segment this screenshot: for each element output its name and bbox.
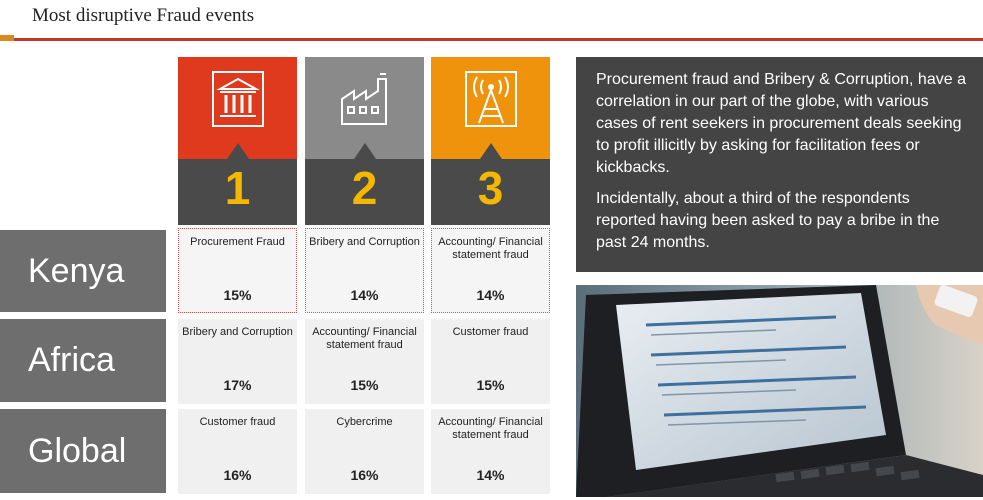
title-underline: [0, 38, 983, 41]
africa-rank1-cell: [178, 319, 297, 404]
cell-fraud-name: Accounting/ Financial statement fraud: [438, 416, 543, 441]
kenya-rank2-cell: [305, 228, 424, 313]
cell-percentage: 17%: [223, 377, 252, 393]
africa-rank2-cell: [305, 319, 424, 404]
cell-fraud-name: Procurement Fraud: [190, 236, 285, 248]
cell-percentage: 14%: [476, 467, 505, 483]
cell-percentage: 15%: [350, 377, 379, 393]
cell-percentage: 15%: [223, 287, 252, 303]
rank-tile-1: [178, 57, 297, 225]
cell-percentage: 16%: [350, 467, 379, 483]
rank-tile-2: [305, 57, 424, 225]
cell-percentage: 16%: [223, 467, 252, 483]
row-label-global: Global: [0, 409, 166, 493]
rank-number-2: 2: [351, 162, 378, 214]
institution-icon: [212, 71, 264, 127]
cell-fraud-name: Bribery and Corruption: [182, 326, 293, 338]
laptop-photo: [576, 285, 983, 497]
callout-box: [576, 57, 983, 272]
title-accent-mark: [0, 35, 14, 41]
cell-percentage: 14%: [350, 287, 379, 303]
callout-paragraph-1: Procurement fraud and Bribery & Corruption, have a correlation in our part of the globe, with various cases of rent seekers in procurement deals seeking to profit illicitly by asking for facilitation fees or kickbacks.: [596, 71, 966, 176]
global-rank3-cell: [431, 409, 550, 494]
kenya-rank3-cell: [431, 228, 550, 313]
factory-icon: [339, 71, 395, 127]
africa-rank3-cell: [431, 319, 550, 404]
page-title: Most disruptive Fraud events: [32, 5, 255, 26]
kenya-rank1-cell: [178, 228, 297, 313]
cell-fraud-name: Customer fraud: [452, 326, 529, 338]
global-rank1-cell: [178, 409, 297, 494]
row-label-africa: Africa: [0, 319, 166, 402]
rank-number-3: 3: [477, 162, 504, 214]
cell-fraud-name: Accounting/ Financial statement fraud: [438, 236, 543, 261]
cell-tower-icon: [465, 71, 517, 127]
callout-paragraph-2: Incidentally, about a third of the respondents reported having been asked to pay a bribe in the past 24 months.: [596, 190, 940, 251]
cell-fraud-name: Cybercrime: [336, 416, 393, 428]
cell-fraud-name: Bribery and Corruption: [309, 236, 420, 248]
row-label-kenya: Kenya: [0, 230, 166, 312]
cell-percentage: 15%: [476, 377, 505, 393]
cell-percentage: 14%: [476, 287, 505, 303]
rank-tile-3: [431, 57, 550, 225]
cell-fraud-name: Customer fraud: [199, 416, 276, 428]
cell-fraud-name: Accounting/ Financial statement fraud: [312, 326, 417, 351]
rank-number-1: 1: [224, 162, 251, 214]
global-rank2-cell: [305, 409, 424, 494]
